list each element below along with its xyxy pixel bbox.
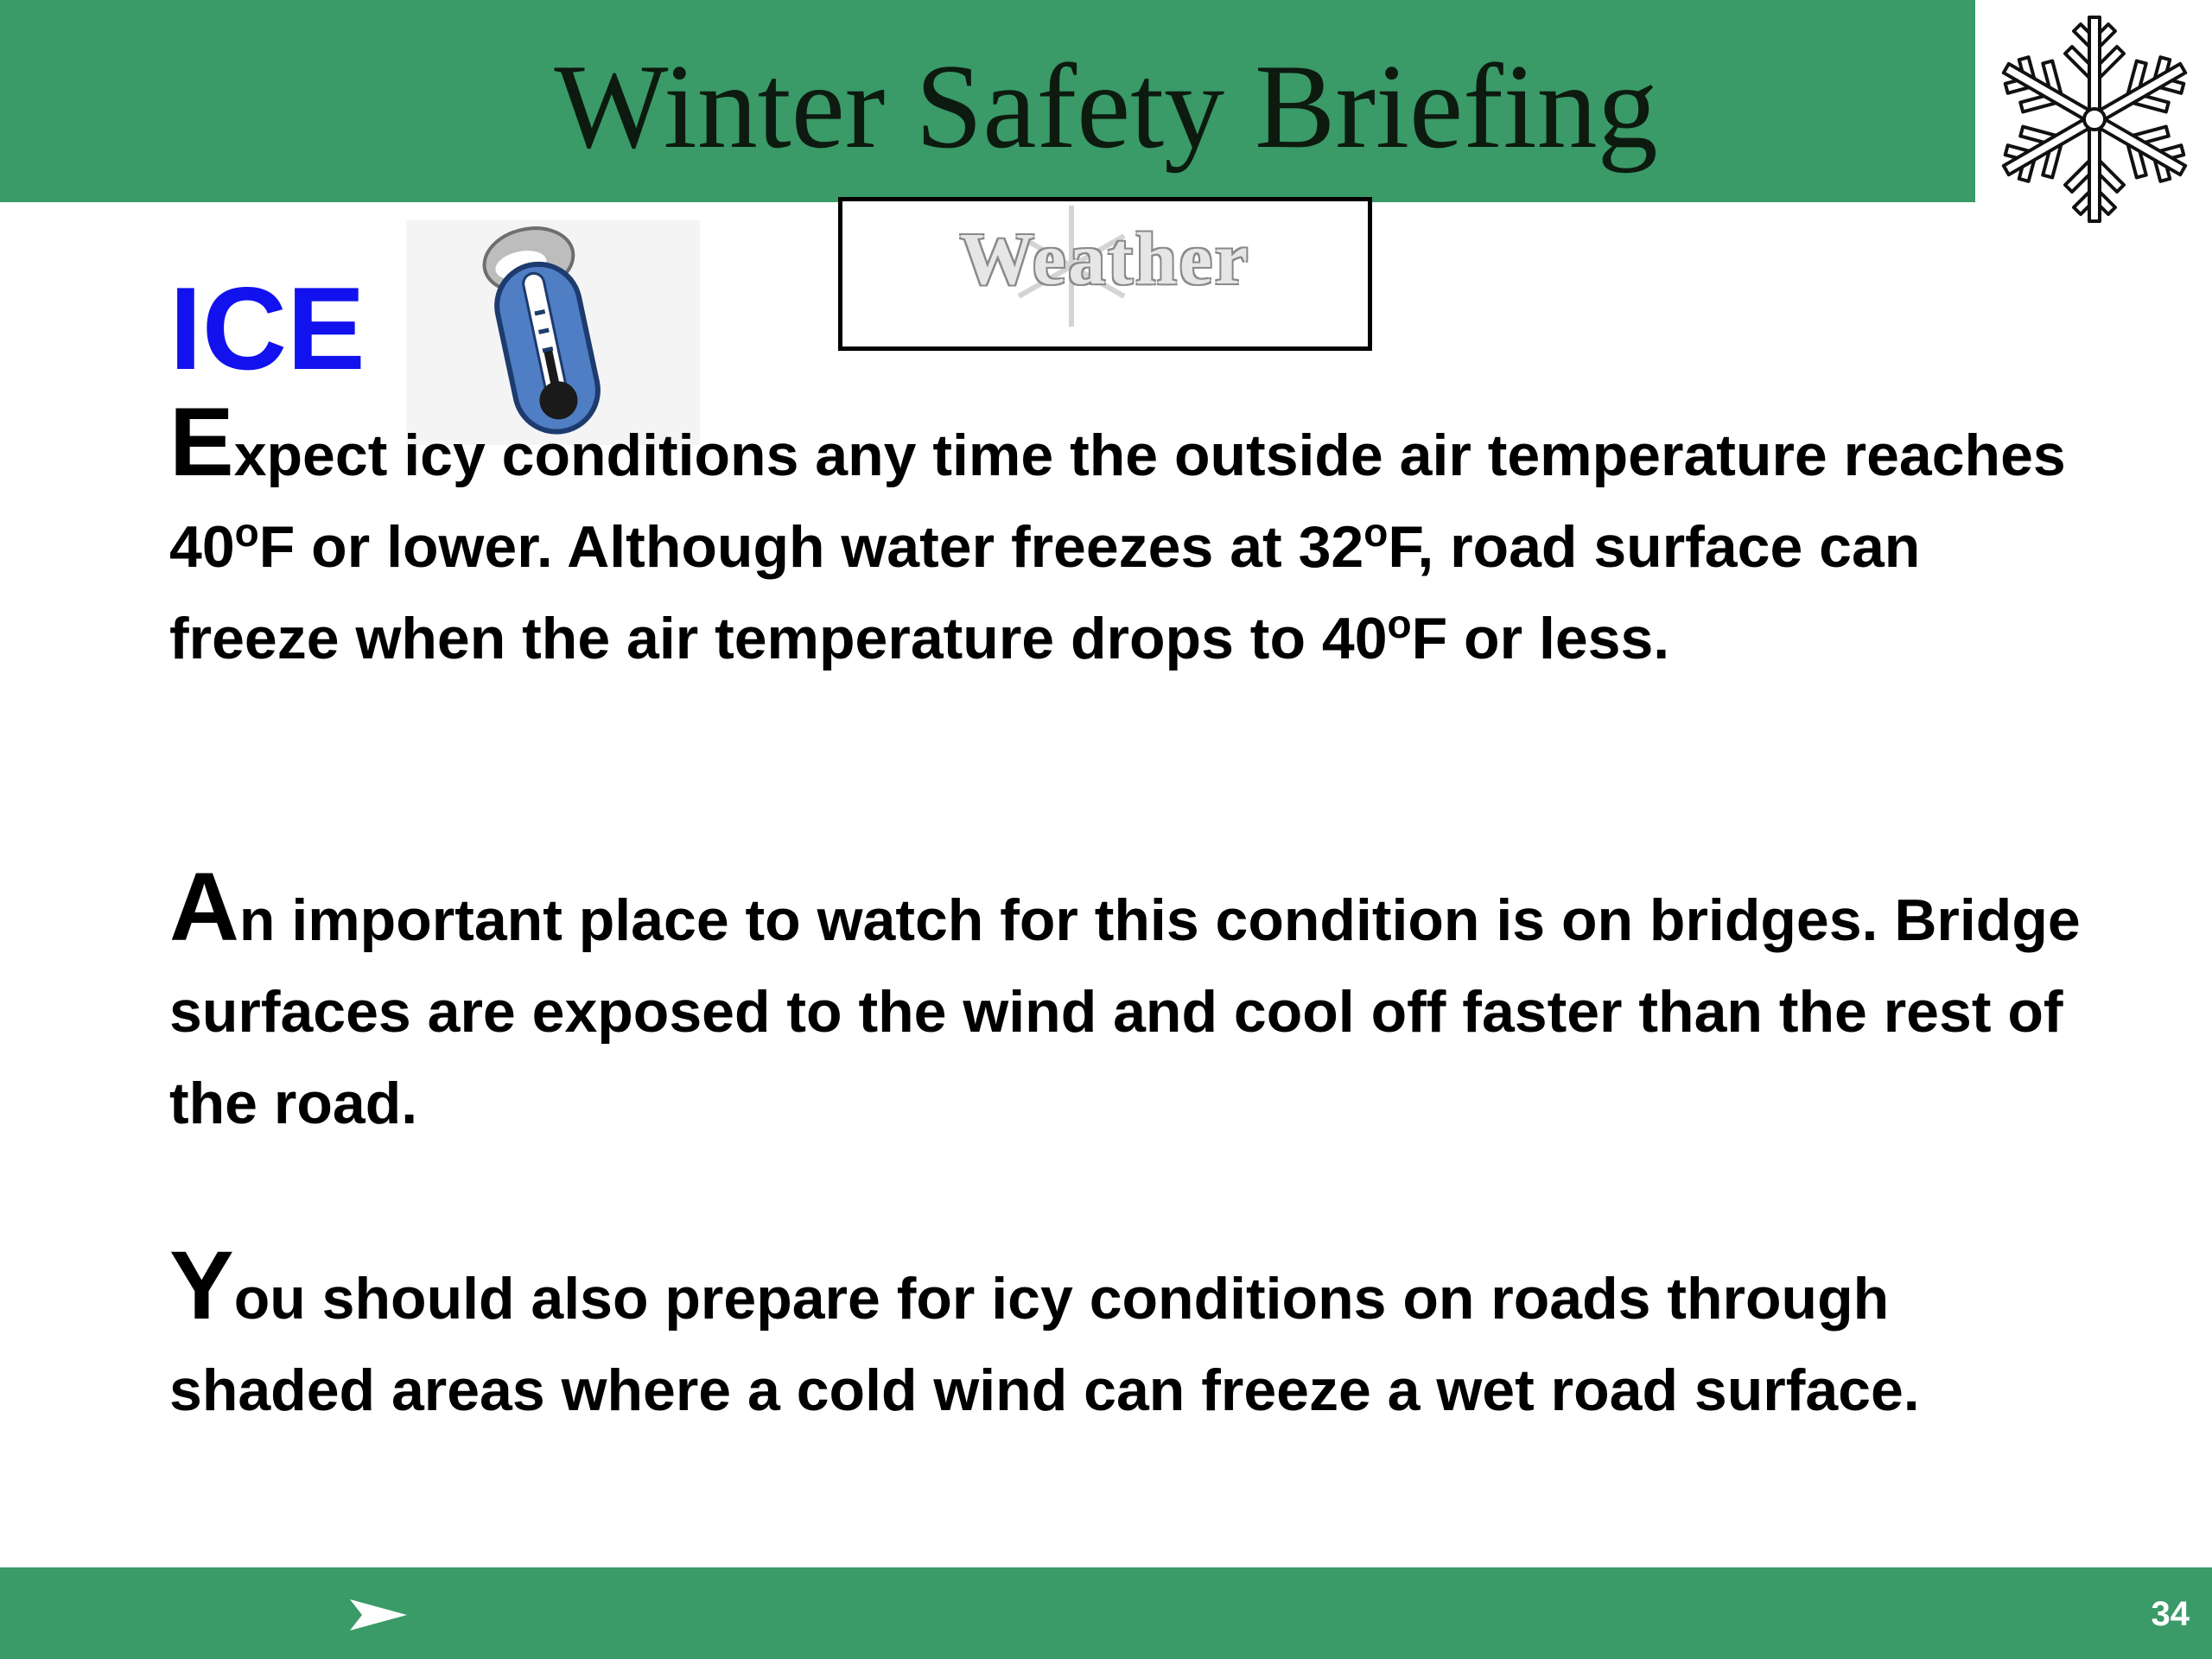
paragraph-text: F, road surface can freeze when the air temperature drops to 40 [169, 514, 1921, 671]
section-heading: ICE [169, 263, 365, 394]
weather-badge [838, 197, 1372, 351]
slide-title: Winter Safety Briefing [554, 40, 1658, 174]
paragraph-initial: E [169, 388, 234, 496]
paragraph-ice-temperature [169, 388, 2088, 684]
snowflake-icon [1984, 0, 2205, 238]
paragraph-initial: A [169, 853, 239, 961]
paragraph-shaded-areas [169, 1231, 2088, 1436]
paragraph-initial: Y [169, 1231, 234, 1339]
paragraph-text: n important place to watch for this condition is on bridges. Bridge surfaces are exposed to the wind and cool off faster than the rest of the road. [169, 887, 2081, 1136]
paragraph-text: ou should also prepare for icy conditions on roads through shaded areas where a cold wind can freeze a wet road surface. [169, 1266, 1920, 1423]
degree-symbol: o [234, 510, 259, 555]
arrow-icon [350, 1599, 407, 1630]
paragraph-text: xpect icy conditions any time the outside air temperature reaches 40 [169, 423, 2066, 580]
degree-symbol: o [1387, 601, 1412, 646]
paragraph-text: F or lower. Although water freezes at 32 [258, 514, 1364, 580]
degree-symbol: o [1363, 510, 1389, 555]
paragraph-bridges [169, 853, 2088, 1149]
paragraph-text: F or less. [1411, 606, 1670, 671]
footer-bar [0, 1567, 2212, 1659]
weather-label: Weather [959, 217, 1251, 300]
page-number: 34 [2151, 1595, 2190, 1633]
